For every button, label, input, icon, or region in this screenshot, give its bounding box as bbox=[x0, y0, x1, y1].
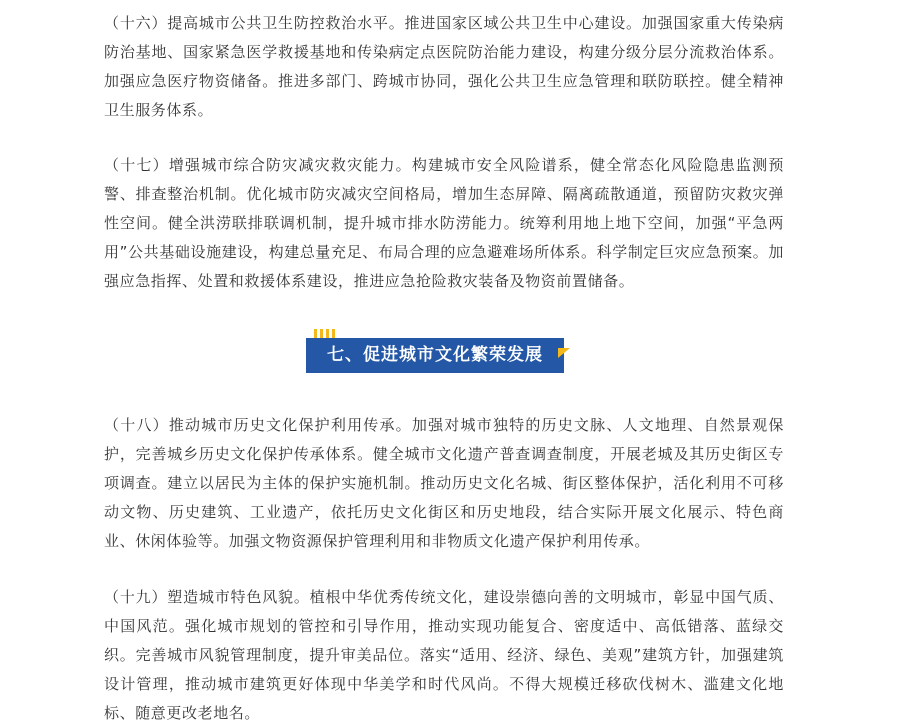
banner-corner-tab bbox=[558, 348, 570, 358]
paragraph-18: （十八）推动城市历史文化保护利用传承。加强对城市独特的历史文脉、人文地理、自然景观保护，完善城乡历史文化保护传承体系。健全城市文化遗产普查调查制度，开展老城及其历史街区专项调查。建立以居民为主体的保护实施机制。推动历史文化名城、街区整体保护，活化利用不可移动文物、历史建筑、工业遗产，依托历史文化街区和历史地段，结合实际开展文化展示、特色商业、休闲体验等。加强文物资源保护管理利用和非物质文化遗产保护利用传承。 bbox=[104, 416, 784, 550]
decorative-bars bbox=[314, 329, 335, 338]
paragraph-16: （十六）提高城市公共卫生防控救治水平。推进国家区域公共卫生中心建设。加强国家重大传染病防治基地、国家紧急医学救援基地和传染病定点医院防治能力建设，构建分级分层分流救治体系。加强应急医疗物资储备。推进多部门、跨城市协同，强化公共卫生应急管理和联防联控。健全精神卫生服务体系。 bbox=[104, 14, 784, 119]
section-banner bbox=[306, 338, 564, 373]
paragraph-17: （十七）增强城市综合防灾减灾救灾能力。构建城市安全风险谱系，健全常态化风险隐患监测预警、排查整治机制。优化城市防灾减灾空间格局，增加生态屏障、隔离疏散通道，预留防灾救灾弹性空间。健全洪涝联排联调机制，提升城市排水防涝能力。统筹利用地上地下空间，加强“平急两用”公共基础设施建设，构建总量充足、布局合理的应急避难场所体系。科学制定巨灾应急预案。加强应急指挥、处置和救援体系建设，推进应急抢险救灾装备及物资前置储备。 bbox=[104, 156, 784, 290]
paragraph-19: （十九）塑造城市特色风貌。植根中华优秀传统文化，建设崇德向善的文明城市，彰显中国气质、中国风范。强化城市规划的管控和引导作用，推动实现功能复合、密度适中、高低错落、蓝绿交织。完善城市风貌管理制度，提升审美品位。落实“适用、经济、绿色、美观”建筑方针，加强建筑设计管理，推动城市建筑更好体现中华美学和时代风尚。不得大规模迁移砍伐树木、滥建文化地标、随意更改老地名。 bbox=[104, 588, 784, 722]
section-title: 七、促进城市文化繁荣发展 bbox=[327, 345, 543, 365]
section-header bbox=[306, 329, 568, 375]
